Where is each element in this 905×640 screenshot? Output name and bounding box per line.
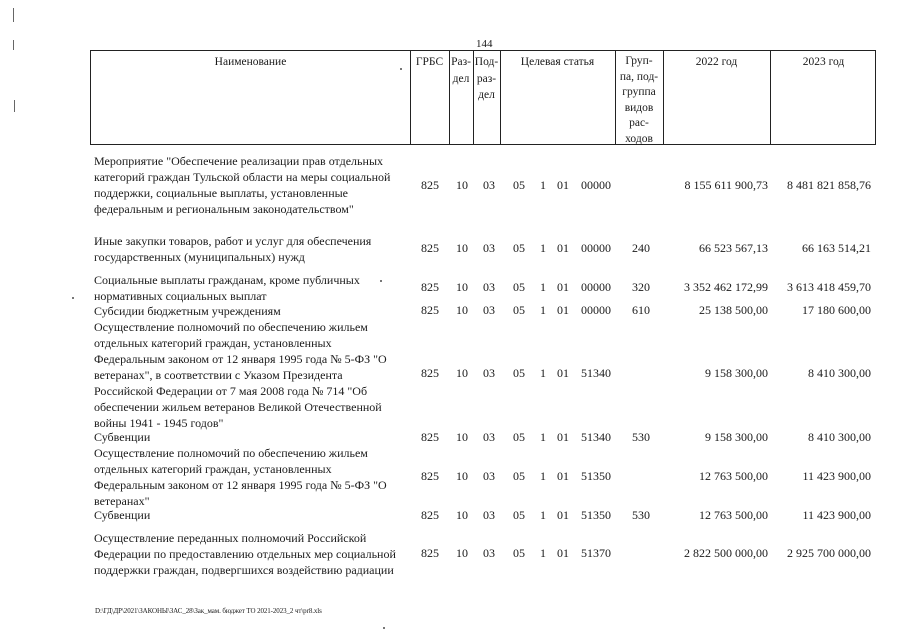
cell-target-4: 51340 [581, 430, 611, 444]
cell-grbs: 825 [421, 430, 439, 444]
scan-dot [400, 68, 402, 70]
cell-2022: 2 822 500 000,00 [684, 546, 768, 560]
header-grbs: ГРБС [415, 56, 444, 68]
cell-razdel: 10 [456, 280, 468, 294]
header-year-2022: 2022 год [695, 56, 738, 68]
cell-target-2: 1 [540, 469, 546, 483]
header-name: Наименование [214, 56, 287, 68]
cell-target-1: 05 [513, 508, 525, 522]
cell-2022: 9 158 300,00 [705, 430, 768, 444]
cell-2022: 12 763 500,00 [699, 469, 768, 483]
row-name: Мероприятие "Обеспечение реализации прав отдельных категорий граждан Тульской области на меры социальной поддержки, социальные выплаты, установленные федеральным и региональным законодательством" [94, 154, 391, 216]
cell-2022: 25 138 500,00 [699, 303, 768, 317]
cell-target-2: 1 [540, 508, 546, 522]
cell-razdel: 10 [456, 178, 468, 192]
header-group: Груп- па, под- группа видов рас- ходов [619, 55, 659, 145]
cell-target-2: 1 [540, 430, 546, 444]
header-target: Целевая статья [520, 56, 595, 68]
row-name: Субсидии бюджетным учреждениям [94, 304, 281, 318]
header-podrazdel: Под- раз- дел [474, 56, 499, 101]
cell-2022: 12 763 500,00 [699, 508, 768, 522]
cell-podrazdel: 03 [483, 508, 495, 522]
cell-target-2: 1 [540, 178, 546, 192]
cell-podrazdel: 03 [483, 546, 495, 560]
cell-podrazdel: 03 [483, 469, 495, 483]
cell-target-3: 01 [557, 508, 569, 522]
scan-mark [14, 100, 15, 112]
cell-group: 320 [632, 280, 650, 294]
cell-group: 240 [632, 241, 650, 255]
cell-target-3: 01 [557, 280, 569, 294]
header-year-2023: 2023 год [802, 56, 845, 68]
cell-grbs: 825 [421, 469, 439, 483]
scan-dot [380, 280, 382, 282]
header-razdel: Раз- дел [451, 56, 471, 85]
cell-target-2: 1 [540, 303, 546, 317]
cell-target-2: 1 [540, 280, 546, 294]
cell-target-4: 51350 [581, 508, 611, 522]
cell-podrazdel: 03 [483, 366, 495, 380]
cell-target-1: 05 [513, 546, 525, 560]
cell-target-1: 05 [513, 366, 525, 380]
cell-grbs: 825 [421, 303, 439, 317]
cell-grbs: 825 [421, 508, 439, 522]
row-name: Субвенции [94, 508, 151, 522]
cell-target-3: 01 [557, 241, 569, 255]
cell-target-4: 00000 [581, 303, 611, 317]
row-name: Осуществление полномочий по обеспечению жильем отдельных категорий граждан, установленных Федеральным законом от 12 января 1995 года № 5-ФЗ "О ветеранах", в соответствии с Указом Президента Российской Федерации от 7 мая 2008 года № 714 "Об обеспечении жильем ветеранов Великой Отечественной войны 1941 - 1945 годов" [94, 320, 387, 430]
cell-podrazdel: 03 [483, 430, 495, 444]
cell-2023: 3 613 418 459,70 [787, 280, 871, 294]
cell-group: 610 [632, 303, 650, 317]
cell-razdel: 10 [456, 430, 468, 444]
cell-2023: 17 180 600,00 [802, 303, 871, 317]
cell-target-1: 05 [513, 303, 525, 317]
cell-2023: 2 925 700 000,00 [787, 546, 871, 560]
cell-2023: 8 410 300,00 [808, 366, 871, 380]
cell-2022: 8 155 611 900,73 [684, 178, 768, 192]
cell-target-1: 05 [513, 469, 525, 483]
cell-2022: 3 352 462 172,99 [684, 280, 768, 294]
scan-mark [13, 8, 14, 22]
cell-target-4: 00000 [581, 241, 611, 255]
cell-grbs: 825 [421, 280, 439, 294]
cell-group: 530 [632, 508, 650, 522]
cell-target-1: 05 [513, 430, 525, 444]
cell-2023: 11 423 900,00 [802, 508, 871, 522]
file-path-footer: D:\ГД\ДР\2021\ЗАКОНЫ\ЗАС_28\Зак_мам. бюджет ТО 2021-2023_2 чт\pr8.xls [95, 607, 322, 615]
cell-group: 530 [632, 430, 650, 444]
cell-razdel: 10 [456, 303, 468, 317]
cell-2023: 8 410 300,00 [808, 430, 871, 444]
cell-2023: 66 163 514,21 [802, 241, 871, 255]
cell-2022: 66 523 567,13 [699, 241, 768, 255]
cell-razdel: 10 [456, 366, 468, 380]
cell-grbs: 825 [421, 241, 439, 255]
cell-grbs: 825 [421, 366, 439, 380]
row-name: Иные закупки товаров, работ и услуг для обеспечения государственных (муниципальных) нужд [94, 234, 372, 264]
scan-dot [72, 297, 74, 299]
table-header [90, 50, 876, 145]
cell-2023: 8 481 821 858,76 [787, 178, 871, 192]
cell-target-2: 1 [540, 366, 546, 380]
cell-target-3: 01 [557, 303, 569, 317]
cell-target-3: 01 [557, 546, 569, 560]
cell-target-3: 01 [557, 366, 569, 380]
scan-dot [383, 627, 385, 629]
cell-target-4: 00000 [581, 280, 611, 294]
cell-2022: 9 158 300,00 [705, 366, 768, 380]
cell-target-2: 1 [540, 241, 546, 255]
cell-razdel: 10 [456, 241, 468, 255]
row-name: Осуществление переданных полномочий Российской Федерации по предоставлению отдельных мер социальной поддержки граждан, подвергшихся воздействию радиации [94, 531, 396, 577]
cell-2023: 11 423 900,00 [802, 469, 871, 483]
cell-podrazdel: 03 [483, 178, 495, 192]
cell-target-4: 51370 [581, 546, 611, 560]
cell-razdel: 10 [456, 546, 468, 560]
cell-target-1: 05 [513, 178, 525, 192]
page-number: 144 [476, 38, 493, 50]
cell-target-3: 01 [557, 430, 569, 444]
cell-razdel: 10 [456, 469, 468, 483]
row-name: Социальные выплаты гражданам, кроме публичных нормативных социальных выплат [94, 273, 360, 303]
cell-razdel: 10 [456, 508, 468, 522]
cell-target-1: 05 [513, 280, 525, 294]
cell-podrazdel: 03 [483, 303, 495, 317]
cell-target-4: 51350 [581, 469, 611, 483]
cell-grbs: 825 [421, 178, 439, 192]
cell-target-1: 05 [513, 241, 525, 255]
row-name: Субвенции [94, 430, 151, 444]
row-name: Осуществление полномочий по обеспечению жильем отдельных категорий граждан, установленных Федеральным законом от 12 января 1995 года № 5-ФЗ "О ветеранах" [94, 446, 387, 508]
cell-target-2: 1 [540, 546, 546, 560]
scan-mark [13, 40, 14, 50]
cell-grbs: 825 [421, 546, 439, 560]
cell-target-4: 00000 [581, 178, 611, 192]
cell-target-3: 01 [557, 469, 569, 483]
cell-podrazdel: 03 [483, 280, 495, 294]
cell-target-4: 51340 [581, 366, 611, 380]
cell-target-3: 01 [557, 178, 569, 192]
cell-podrazdel: 03 [483, 241, 495, 255]
